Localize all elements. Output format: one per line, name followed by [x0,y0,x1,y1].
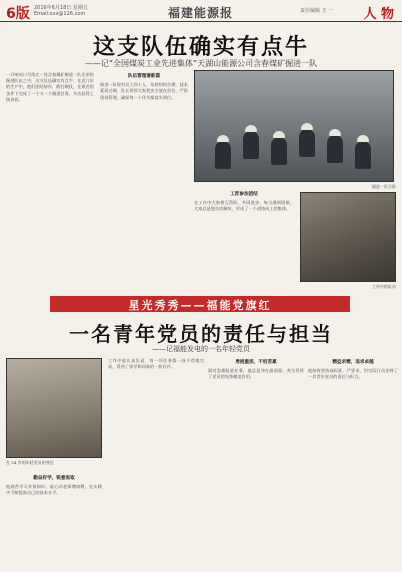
banner-text: 星光秀秀——福能党旗红 [128,299,272,312]
article1-column-1: 一只响亮口号落在一处含春煤矿掘进一队光荣的掘进队伍之中，这支队伍确实有点牛。在近几年的生产中，他们团结协作，敢打硬仗，在艰苦的条件下完成了一个又一个掘进任务，多次获得上级表彰。 [6,72,94,102]
article2-section-heading-2: 勇挑重担，不怕苦累 [235,360,277,365]
helmet-shape [301,123,313,130]
helmet-shape [245,125,257,132]
section-title: 人 物 [363,7,394,22]
article1-section-heading: 队伍管理谱新篇 [127,74,161,79]
worker-figure [215,141,231,169]
page-number: 6版 [6,6,30,22]
article1-column-2-text: 掘进一队现有员工四十人，年龄结构合理，技术素质过硬。队长带领大家把安全放在首位，严抓现场管理，确保每一个环节都落实到位。 [100,82,188,100]
column-banner [50,296,350,312]
article2-column-4 [308,358,398,566]
helmet-shape [217,135,229,142]
work-photo [300,192,396,282]
worker-figure [271,137,287,165]
article1-headline: 这支队伍确实有点牛 [92,35,309,60]
article2-section-heading-3: 精益求精，追求卓越 [332,360,374,365]
article1-column-4-text: 在工作中大家相互帮助，共同进步，每当遇到困难，大家总是想办法解决，形成了一个团结向上的集体。 [194,200,294,212]
article2-column-3-text: 面对急难险重任务，他总是冲在最前面，充分发挥了党员的先锋模范作用。 [208,368,304,380]
worker-figure [299,129,315,157]
article2-column-4-text: 他始终坚持高标准、严要求，用实际行动诠释了一名青年党员的责任与担当。 [308,368,398,380]
date-text: 2016年6月18日 星期五 [34,5,88,11]
work-photo-caption: 工作中的队员 [372,284,396,289]
worker-figure [243,131,259,159]
editor-line: 责任编辑 王 一 [300,8,334,14]
article2-column-2: 工作中他认真负责，每一项任务都一丝不苟地完成，得到了领导和同事的一致好评。 [108,358,204,370]
worker-figure [355,141,371,169]
team-photo-caption: 掘进一队合影 [372,184,396,189]
article2-section-heading: 勤奋好学，锐意进取 [33,476,75,481]
page-header [0,0,402,22]
team-photo [194,70,394,182]
article2-column-1 [6,474,102,566]
article1-column-4 [194,190,294,292]
article2-column-3 [208,358,304,566]
article1-column-2 [100,72,188,292]
helmet-shape [357,135,369,142]
article1-section-heading-2: 工匠参加团结 [230,192,258,197]
worker-figure [327,135,343,163]
portrait-photo-caption: 在 34 岁的年轻党员的身边 [6,460,54,465]
date-line [34,5,88,17]
helmet-shape [273,131,285,138]
helmet-shape [329,129,341,136]
email-text: Email:xxx@126.com [34,11,86,17]
portrait-photo [6,358,102,458]
article1-subheadline: ——记“全国煤炭工业先进集体”天湖山能源公司含春煤矿掘进一队 [84,59,318,68]
article2-subheadline: ——记福能发电的一名年轻党员 [152,345,250,353]
article2-column-1-text: 他刻苦学习业务知识，虚心向老师傅请教，在实践中不断提高自己的技术水平。 [6,484,102,496]
newspaper-name: 福建能源报 [168,6,234,20]
article2-headline: 一名青年党员的责任与担当 [69,322,333,346]
